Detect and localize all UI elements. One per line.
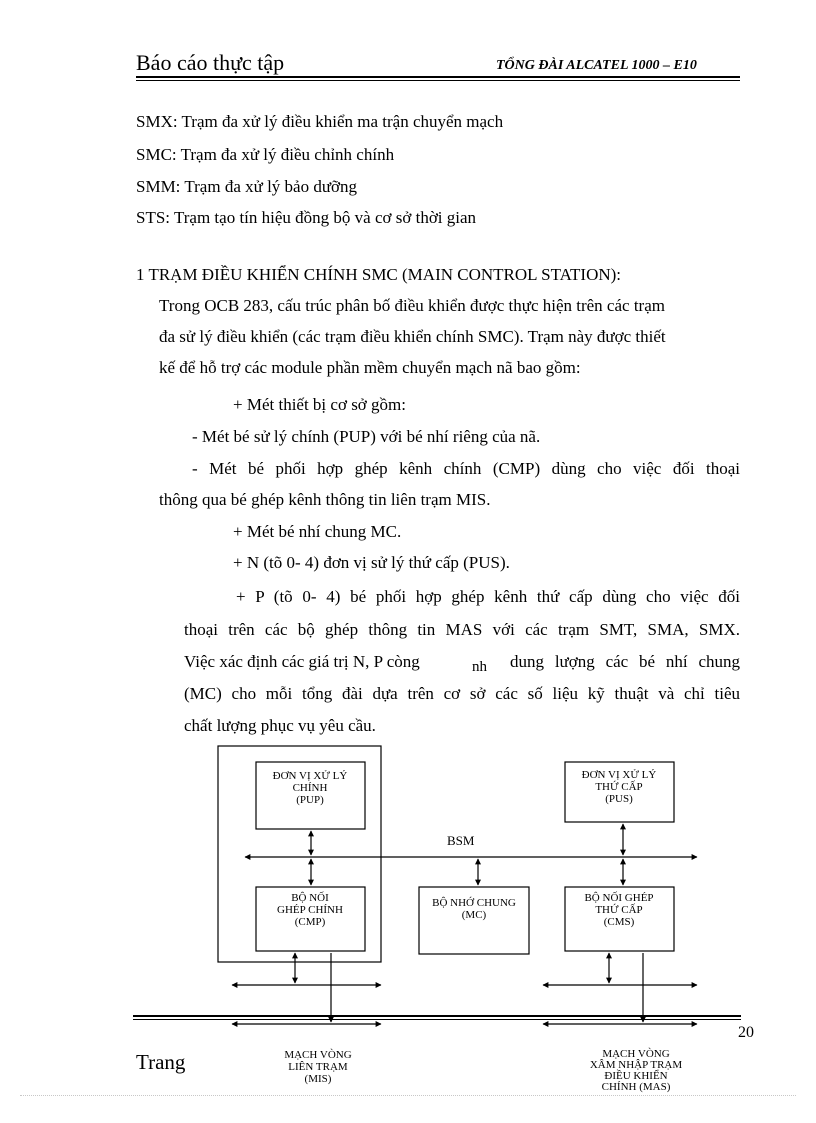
mas-label-1: MẠCH VÒNG [602, 1048, 670, 1060]
mc-label-2: (MC) [461, 909, 487, 921]
pus-label-1: ĐƠN VỊ XỬ LÝ [581, 769, 657, 781]
item-equipment: + Mét thiết bị cơ sở gồm: [233, 395, 406, 414]
pup-label-1: ĐƠN VỊ XỬ LÝ [272, 770, 348, 782]
page-bottom-dotted-rule [20, 1095, 796, 1096]
item-p-line3a: Việc xác định các giá trị N, P còng [184, 652, 420, 671]
item-p-line3-note: nh [472, 659, 487, 675]
item-p-line4: (MC) cho mỗi tổng đài dựa trên cơ sở các số liệu kỹ thuật và chỉ tiêu [184, 684, 740, 703]
mas-label-2: XÂM NHẬP TRẠM [589, 1059, 683, 1071]
item-pus: + N (tõ 0- 4) đơn vị sử lý thứ cấp (PUS). [233, 553, 510, 572]
cms-label-1: BỘ NỐI GHÉP [584, 892, 654, 904]
line-sts: STS: Trạm tạo tín hiệu đồng bộ và cơ sở thời gian [136, 208, 477, 227]
page-number: 20 [738, 1024, 754, 1041]
para1-line2: đa sử lý điều khiển (các trạm điều khiển chính SMC). Trạm này được thiết [159, 327, 666, 346]
pus-label-2: THỨ CẤP [595, 781, 643, 793]
pup-label-3: (PUP) [296, 794, 324, 806]
footer-trang: Trang [136, 1050, 186, 1074]
mis-label-1: MẠCH VÒNG [284, 1049, 352, 1061]
item-p-line5: chất lượng phục vụ yêu cầu. [184, 716, 376, 735]
mc-label-1: BỘ NHỚ CHUNG [432, 897, 516, 909]
cmp-label-2: GHÉP CHÍNH [277, 904, 343, 916]
item-mc: + Mét bé nhí chung MC. [233, 522, 402, 541]
pup-label-2: CHÍNH [292, 782, 328, 794]
section-heading: 1 TRẠM ĐIỀU KHIỂN CHÍNH SMC (MAIN CONTROL STATION): [136, 265, 622, 284]
footer-rule-thin [133, 1019, 741, 1020]
footer-rule [133, 1015, 741, 1017]
header-title: Báo cáo thực tập [136, 50, 285, 75]
item-cmp-line2: thông qua bé ghép kênh thông tin liên trạm MIS. [159, 490, 491, 509]
mis-label-3: (MIS) [304, 1073, 332, 1085]
item-pup: - Mét bé sử lý chính (PUP) với bé nhí riêng của nã. [192, 427, 541, 446]
mas-label-4: CHÍNH (MAS) [601, 1081, 671, 1093]
header-subject: TỔNG ĐÀI ALCATEL 1000 – E10 [496, 58, 697, 73]
line-smx: SMX: Trạm đa xử lý điều khiển ma trận chuyển mạch [136, 112, 504, 131]
mas-label-3: ĐIỀU KHIỂN [604, 1070, 668, 1082]
line-smc: SMC: Trạm đa xử lý điều chỉnh chính [136, 145, 395, 164]
cmp-label-1: BỘ NỐI [291, 892, 329, 904]
cms-label-3: (CMS) [603, 916, 635, 928]
item-cmp-line1: - Mét bé phối hợp ghép kênh chính (CMP) dùng cho việc đối thoại [192, 459, 740, 478]
item-p-line3b: dung lượng các bé nhí chung [510, 652, 740, 671]
para1-line1: Trong OCB 283, cấu trúc phân bố điều khiển được thực hiện trên các trạm [159, 296, 665, 315]
mis-label-2: LIÊN TRẠM [288, 1061, 348, 1073]
item-p-line2: thoại trên các bộ ghép thông tin MAS với các trạm SMT, SMA, SMX. [184, 620, 740, 639]
pus-label-3: (PUS) [605, 793, 633, 805]
bsm-label: BSM [447, 833, 475, 848]
cmp-label-3: (CMP) [294, 916, 326, 928]
item-p-line1: + P (tõ 0- 4) bé phối hợp ghép kênh thứ cấp dùng cho việc đối [236, 587, 740, 606]
para1-line3: kế để hỗ trợ các module phần mềm chuyển mạch nã bao gồm: [159, 358, 581, 377]
line-smm: SMM: Trạm đa xử lý bảo dưỡng [136, 177, 358, 196]
cms-label-2: THỨ CẤP [595, 904, 643, 916]
